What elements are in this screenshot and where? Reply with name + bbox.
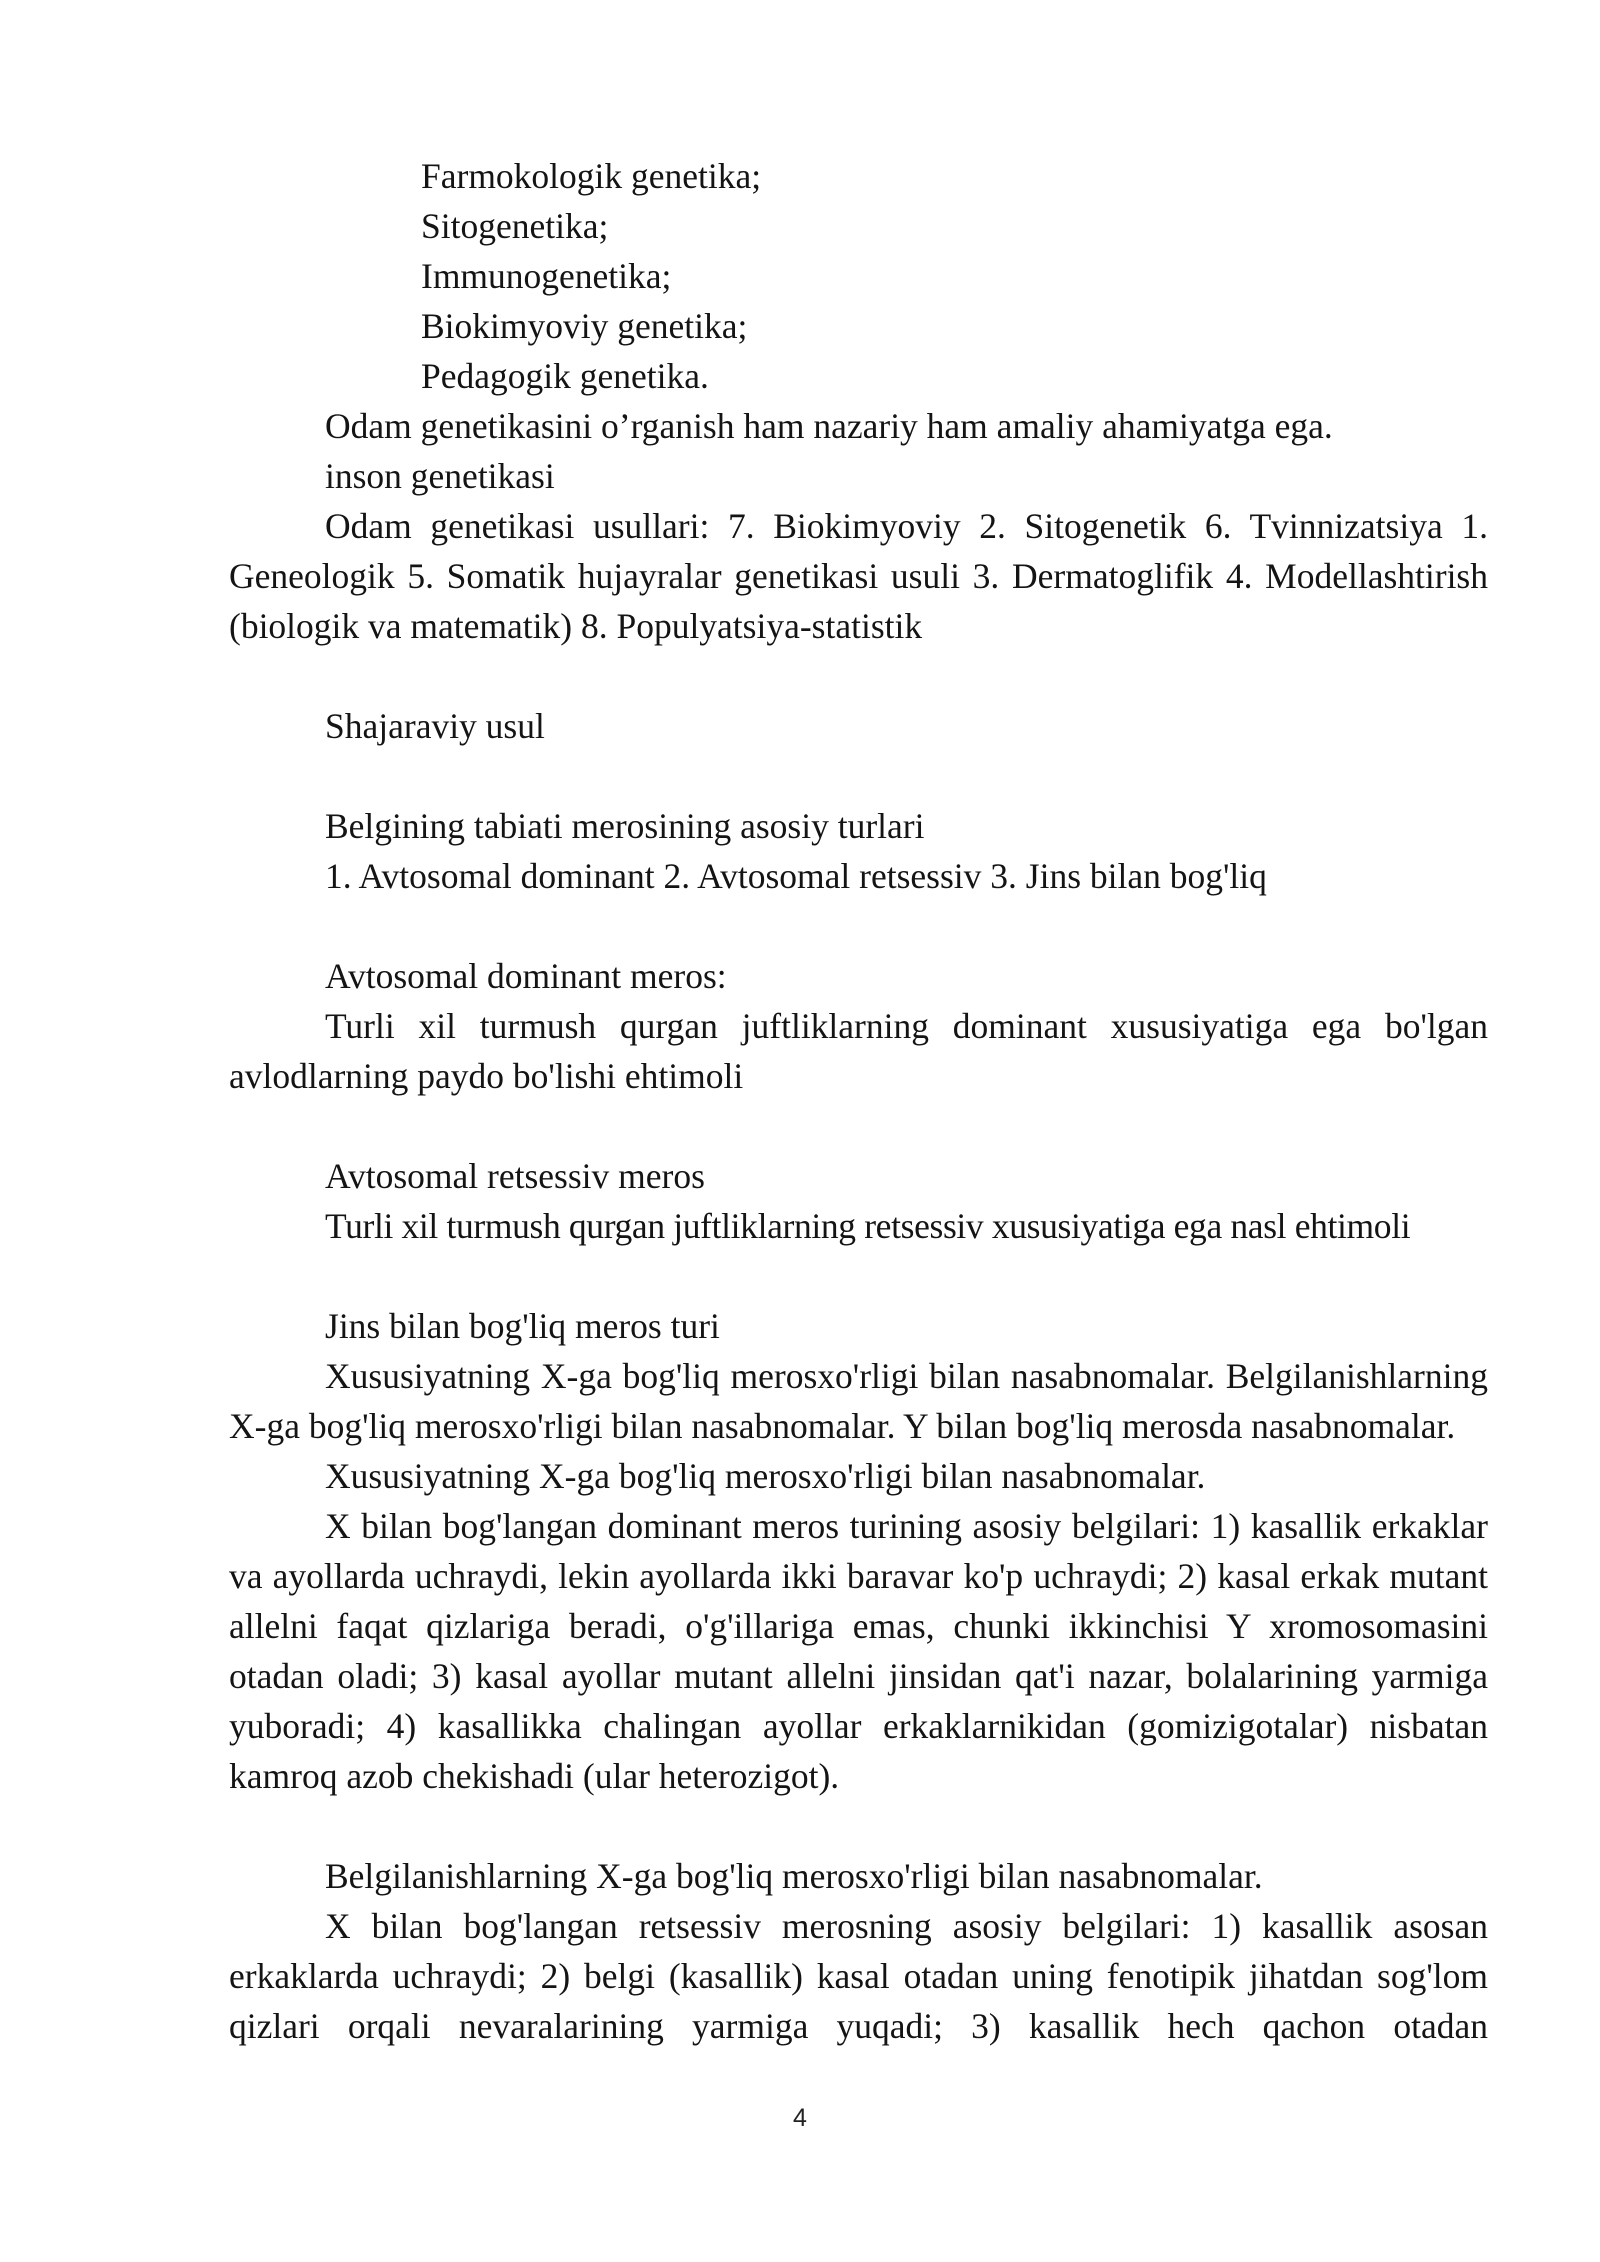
x-recessive-paragraph: X bilan bog'langan retsessiv merosning asosiy belgilari: 1) kasallik asosan erkaklarda uchraydi; 2) belgi (kasallik) kasal otadan uning fenotipik jihatdan sog'lom qizlari orqali nevaralarining yarmiga yuqadi; 3) kasallik hech qachon otadan (229, 1906, 1488, 2046)
spacer (229, 901, 1488, 951)
spacer (229, 651, 1488, 701)
autosomal-recessive-paragraph: Turli xil turmush qurgan juftliklarning retsessiv xususiyatiga ega nasl ehtimoli (325, 1206, 1411, 1246)
sex-linked-heading: Jins bilan bog'liq meros turi (325, 1306, 720, 1346)
spacer (229, 1251, 1488, 1301)
spacer (229, 751, 1488, 801)
autosomal-recessive-heading: Avtosomal retsessiv meros (325, 1156, 705, 1196)
list-item: Pedagogik genetika. (421, 356, 709, 396)
document-page (229, 151, 1488, 2051)
inheritance-heading: Belgining tabiati merosining asosiy turlari (325, 806, 925, 846)
autosomal-dominant-heading: Avtosomal dominant meros: (325, 956, 727, 996)
x-marking-line: Belgilanishlarning X-ga bog'liq merosxo'rligi bilan nasabnomalar. (325, 1856, 1263, 1896)
list-item: Biokimyoviy genetika; (421, 306, 748, 346)
list-item: Sitogenetika; (421, 206, 609, 246)
shajaraviy-heading: Shajaraviy usul (325, 706, 545, 746)
methods-paragraph: Odam genetikasi usullari: 7. Biokimyoviy 2. Sitogenetik 6. Tvinnizatsiya 1. Geneologik 5. Somatik hujayralar genetikasi usuli 3. Dermatoglifik 4. Modellashtirish (biologik va matematik) 8. Populyatsiya-statistik (229, 506, 1488, 646)
importance-line: Odam genetikasini o’rganish ham nazariy ham amaliy ahamiyatga ega. (325, 406, 1333, 446)
spacer (229, 1801, 1488, 1851)
spacer (229, 1101, 1488, 1151)
x-dominant-paragraph: X bilan bog'langan dominant meros turining asosiy belgilari: 1) kasallik erkaklar va ayollarda uchraydi, lekin ayollarda ikki baravar ko'p uchraydi; 2) kasal erkak mutant allelni faqat qizlariga beradi, o'g'illariga emas, chunki ikkinchisi Y xromosomasini otadan oladi; 3) kasal ayollar mutant allelni jinsidan qat'i nazar, bolalarining yarmiga yuboradi; 4) kasallikka chalingan ayollar erkaklarnikidan (gomizigotalar) nisbatan kamroq azob chekishadi (ular heterozigot). (229, 1506, 1488, 1796)
inheritance-types: 1. Avtosomal dominant 2. Avtosomal retsessiv 3. Jins bilan bog'liq (325, 856, 1267, 896)
page-number: 4 (793, 2104, 807, 2132)
list-item: Immunogenetika; (421, 256, 672, 296)
autosomal-dominant-paragraph: Turli xil turmush qurgan juftliklarning dominant xususiyatiga ega bo'lgan avlodlarning paydo bo'lishi ehtimoli (229, 1006, 1488, 1096)
list-item: Farmokologik genetika; (421, 156, 762, 196)
inson-genetikasi-line: inson genetikasi (325, 456, 555, 496)
sex-linked-paragraph: Xususiyatning X-ga bog'liq merosxo'rligi bilan nasabnomalar. Belgilanishlarning X-ga bog'liq merosxo'rligi bilan nasabnomalar. Y bilan bog'liq merosda nasabnomalar. (229, 1356, 1488, 1446)
x-trait-line: Xususiyatning X-ga bog'liq merosxo'rligi bilan nasabnomalar. (325, 1456, 1206, 1496)
